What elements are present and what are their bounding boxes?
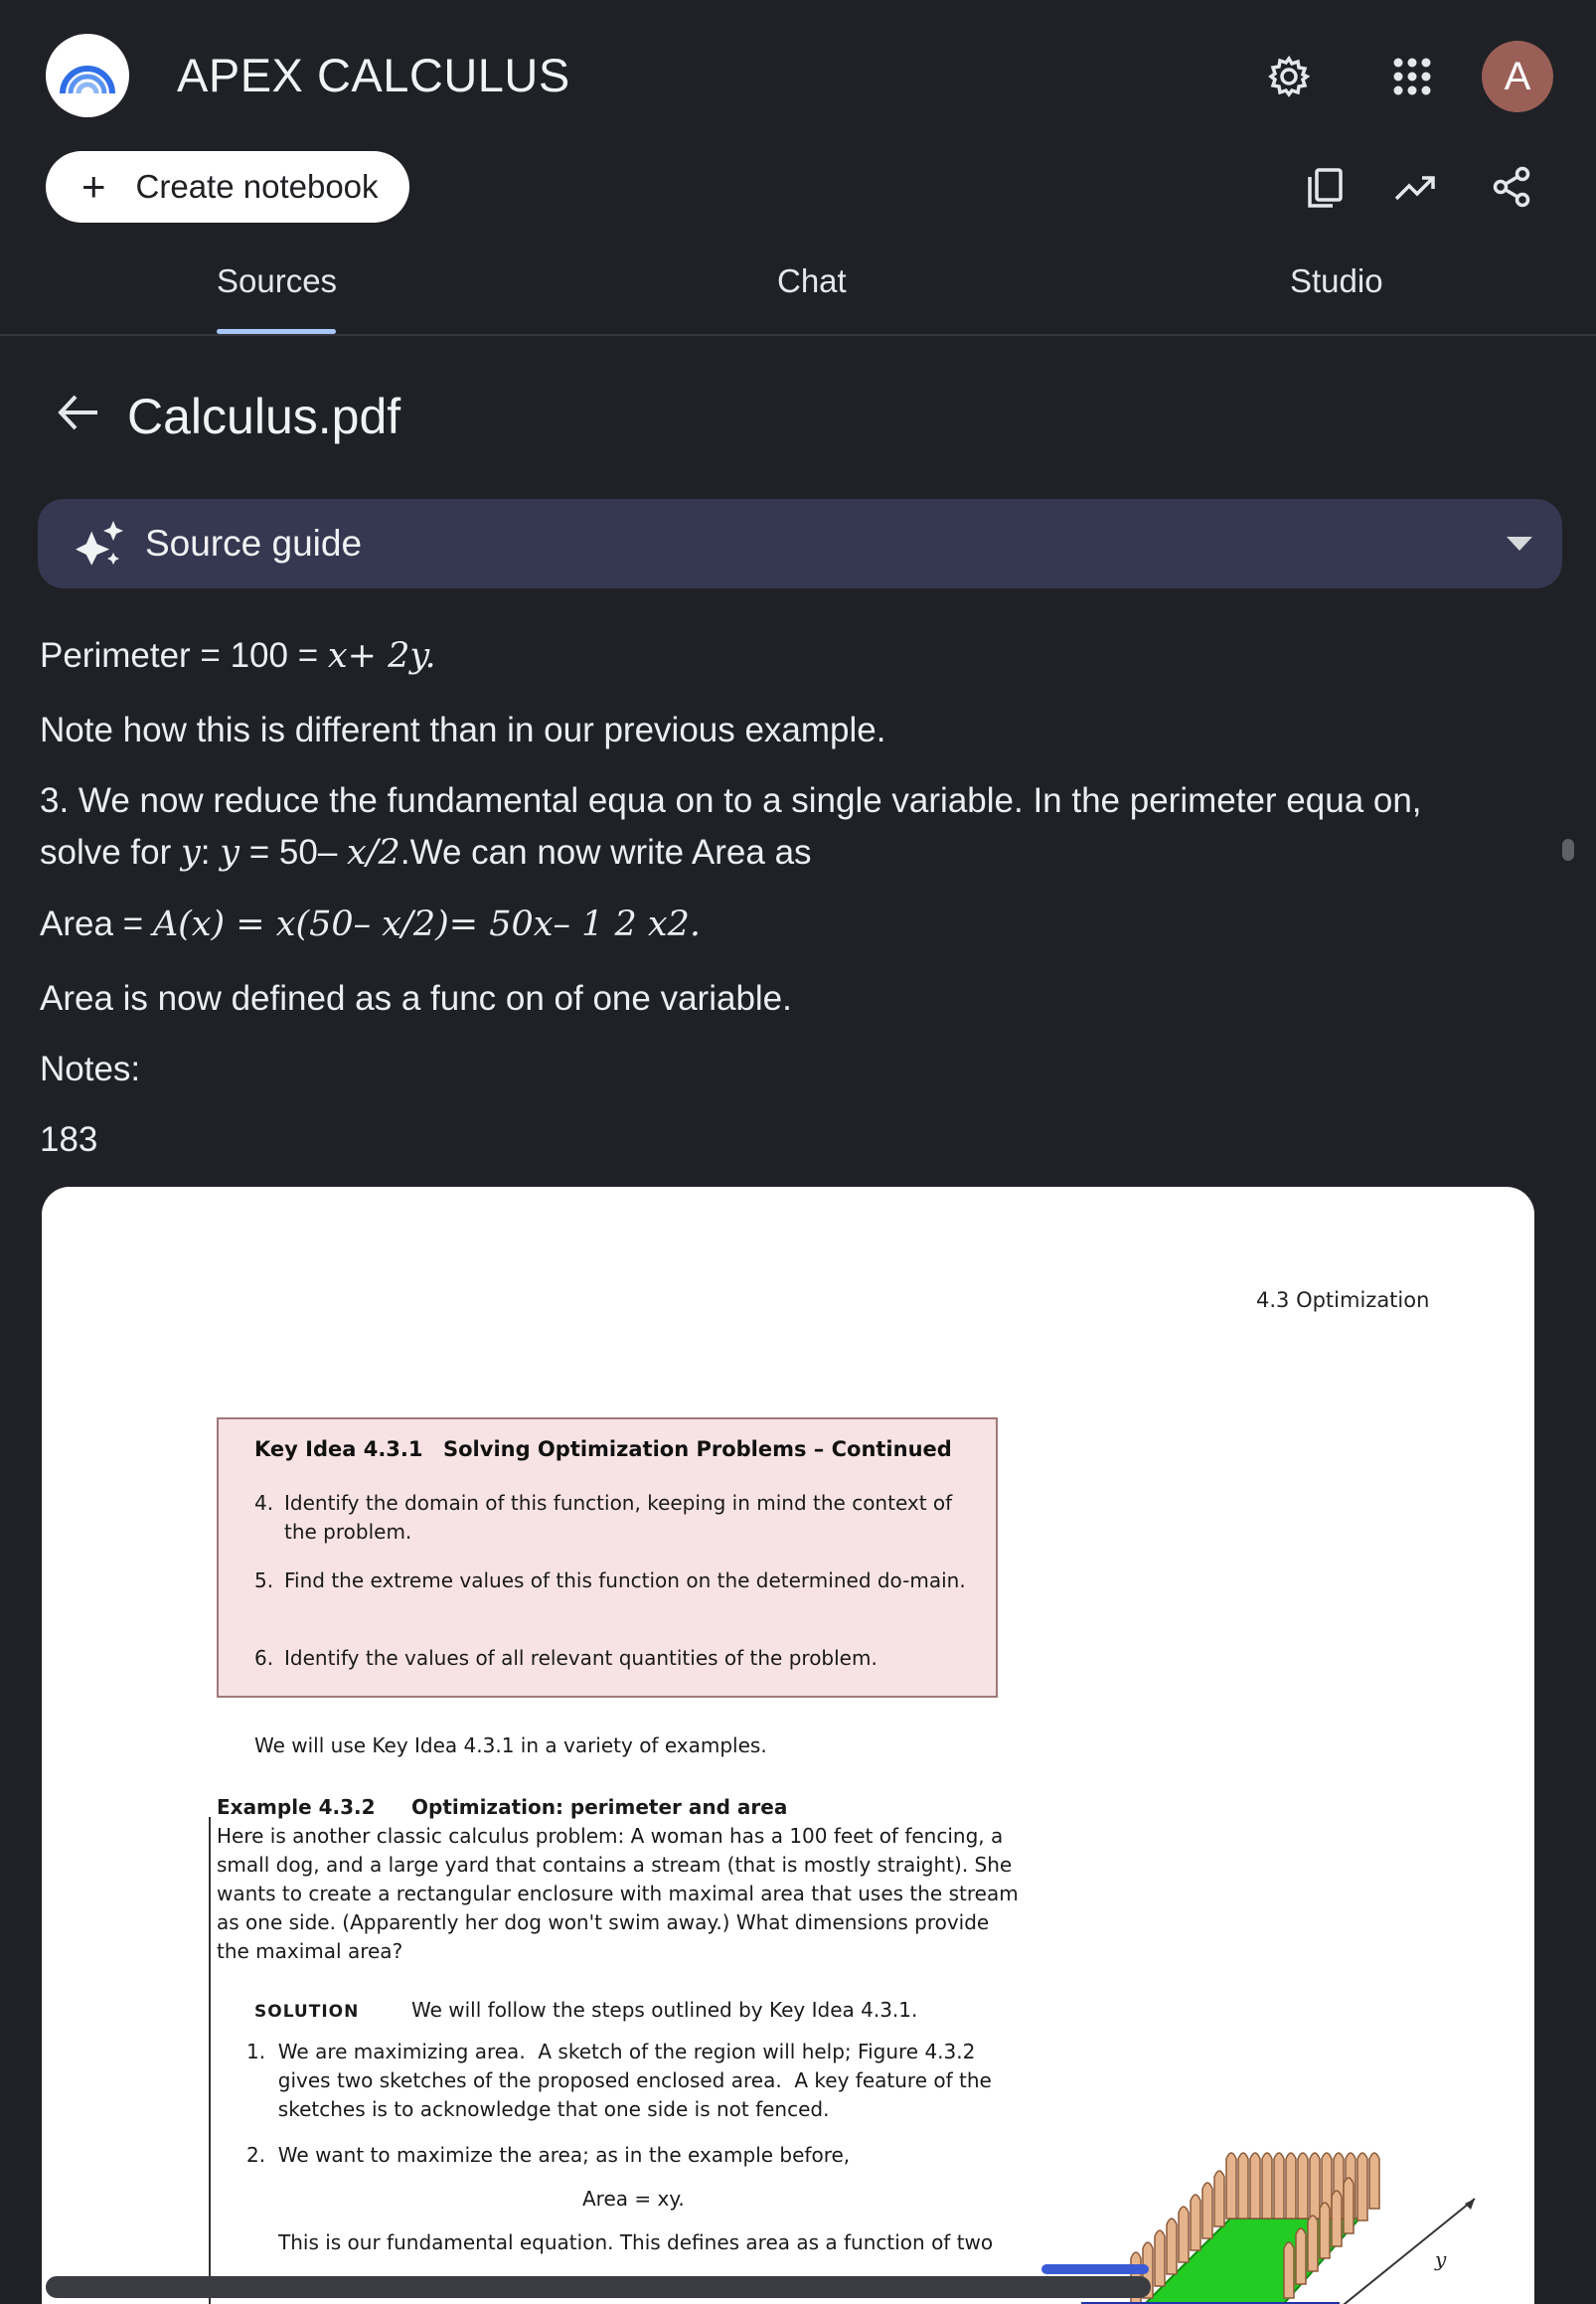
grid-dots-icon[interactable] [1387,52,1437,101]
text-line-notes: Notes: [40,1050,141,1088]
create-notebook-button[interactable] [46,151,409,223]
vertical-scrollbar[interactable] [1562,839,1574,861]
chevron-down-icon [1507,537,1532,551]
figure-label: y [1435,2247,1447,2271]
source-guide-toggle[interactable] [38,499,1562,588]
tab-studio[interactable]: Studio [1290,262,1383,299]
pdf-intro-text: We will use Key Idea 4.3.1 in a variety of examples. [254,1733,767,1757]
sparkle-icon [76,519,127,576]
key-idea-box [217,1417,998,1698]
top-bar [0,0,1596,149]
example-line: as one side. (Apparently her dog won't swim away.) What dimensions provide [217,1910,990,1934]
solution-text: We will follow the steps outlined by Key Idea 4.3.1. [411,1998,918,2022]
pdf-running-header: 4.3 Optimization [1256,1288,1430,1312]
active-tab-indicator [217,329,336,334]
text-line-perimeter: Perimeter = 100 = x+ 2y. [40,636,436,676]
tab-chat[interactable]: Chat [777,262,847,299]
step-line: 2. We want to maximize the area; as in the example before, [246,2143,851,2167]
step-line: sketches is to acknowledge that one side is not fenced. [246,2097,830,2121]
step-line: 1. We are maximizing area. A sketch of the region will help; Figure 4.3.2 [246,2040,976,2063]
key-idea-label: Key Idea 4.3.1 [254,1437,423,1461]
source-title: Calculus.pdf [127,389,401,444]
source-guide-label: Source guide [145,523,363,564]
plus-icon: + [81,163,106,210]
example-title: Optimization: perimeter and area [411,1795,788,1819]
avatar[interactable]: A [1482,41,1553,112]
create-notebook-label: Create notebook [135,168,379,205]
example-line: Here is another classic calculus problem: A woman has a 100 feet of fencing, a [217,1824,1004,1848]
horizontal-scrollbar[interactable] [46,2276,1151,2298]
gear-icon[interactable] [1264,52,1314,101]
example-line: the maximal area? [217,1939,403,1963]
step-line: This is our fundamental equation. This defines area as a function of two [278,2230,994,2254]
text-line-page-number: 183 [40,1120,98,1159]
example-line: wants to create a rectangular enclosure with maximal area that uses the stream [217,1882,1019,1905]
share-icon[interactable] [1489,163,1534,211]
notebooklm-logo-icon[interactable] [46,34,129,117]
back-arrow-icon[interactable] [56,392,101,438]
key-idea-title: Solving Optimization Problems – Continued [443,1437,952,1461]
text-line-solve: solve for y: y = 50– x/2.We can now write Area as [40,833,812,873]
key-idea-item: 5. Find the extreme values of this function on the determined do-main. [254,1568,966,1592]
text-line-note: Note how this is different than in our previous example. [40,711,886,749]
text-line-function: Area is now defined as a func on of one variable. [40,979,792,1018]
area-equation: Area = xy. [582,2187,685,2211]
tab-sources[interactable]: Sources [217,262,338,299]
tab-bar [0,247,1596,336]
step-line: gives two sketches of the proposed enclosed area. A key feature of the [246,2068,992,2092]
key-idea-item: 6. Identify the values of all relevant quantities of the problem. [254,1646,878,1670]
solution-label: SOLUTION [254,2002,360,2022]
copy-icon[interactable] [1302,165,1348,211]
example-label: Example 4.3.2 [217,1795,376,1819]
key-idea-item: 4. Identify the domain of this function, keeping in mind the context of the problem. [254,1491,953,1544]
app-title: APEX CALCULUS [177,49,570,101]
trending-up-icon[interactable] [1391,165,1441,211]
stream-edge [1041,2264,1149,2274]
pdf-page-preview [42,1187,1534,2304]
text-line-area: Area = A(x) = x(50– x/2)= 50x– 1 2 x2. [40,905,702,944]
example-margin-rule [209,1817,211,2304]
text-line-step3: 3. We now reduce the fundamental equa on to a single variable. In the perimeter equa on, [40,781,1422,820]
example-line: small dog, and a large yard that contains a stream (that is mostly straight). She [217,1853,1013,1877]
